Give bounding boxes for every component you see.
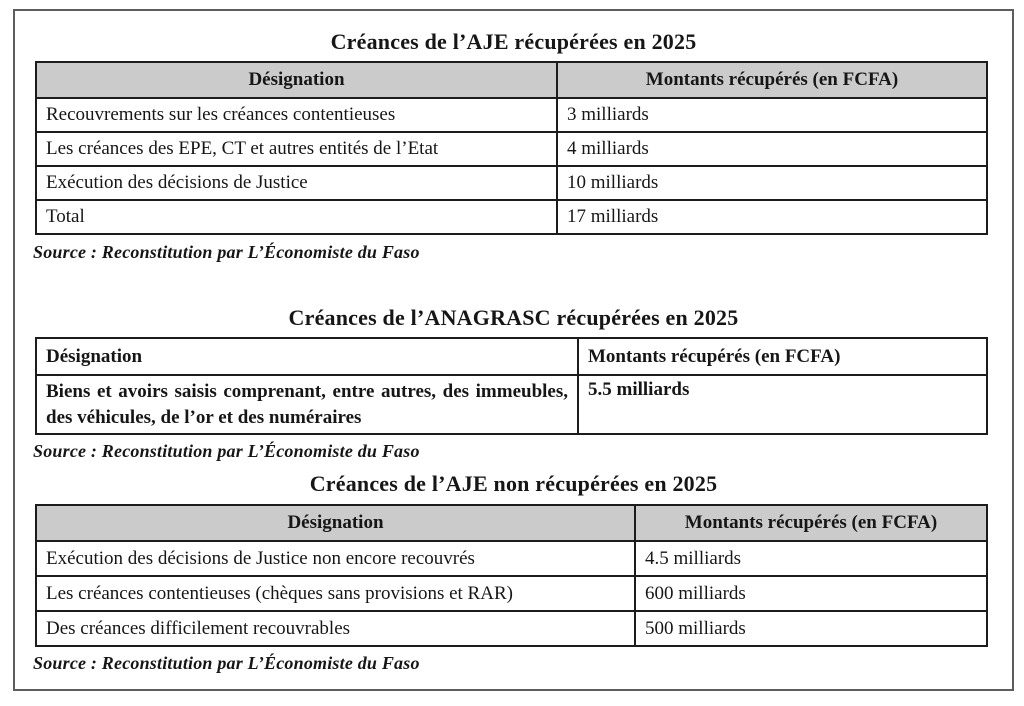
table-row: [36, 132, 987, 166]
table-header-row: [36, 505, 987, 541]
table-header-row: [36, 62, 987, 98]
amount-cell: 500 milliards: [635, 611, 987, 646]
amount-cell: 5.5 milliards: [578, 375, 987, 434]
table-row-total: [36, 200, 987, 234]
amount-cell: 600 milliards: [635, 576, 987, 611]
table-aje-not-recovered: [35, 504, 988, 647]
table-row: [36, 576, 987, 611]
table-title-anagrasc-recovered: Créances de l’ANAGRASC récupérées en 2025: [288, 305, 739, 330]
amount-cell: 3 milliards: [557, 98, 987, 132]
table-anagrasc-recovered: [35, 337, 988, 435]
document-frame: [13, 9, 1014, 691]
designation-cell: Exécution des décisions de Justice: [36, 166, 557, 200]
column-header-amount: Montants récupérés (en FCFA): [635, 505, 987, 541]
designation-cell: Les créances contentieuses (chèques sans provisions et RAR): [36, 576, 635, 611]
table-row: [36, 166, 987, 200]
amount-cell: 4 milliards: [557, 132, 987, 166]
designation-cell: Des créances difficilement recouvrables: [36, 611, 635, 646]
source-note: Source : Reconstitution par L’Économiste du Faso: [33, 653, 420, 673]
column-header-designation: Désignation: [36, 62, 557, 98]
amount-cell: 17 milliards: [557, 200, 987, 234]
amount-cell: 10 milliards: [557, 166, 987, 200]
designation-cell: Les créances des EPE, CT et autres entités de l’Etat: [36, 132, 557, 166]
designation-cell: Biens et avoirs saisis comprenant, entre autres, des immeubles, des véhicules, de l’or et des numéraires: [36, 375, 578, 434]
table-row: [36, 541, 987, 576]
amount-cell: 4.5 milliards: [635, 541, 987, 576]
designation-cell: Exécution des décisions de Justice non encore recouvrés: [36, 541, 635, 576]
designation-cell: Recouvrements sur les créances contentieuses: [36, 98, 557, 132]
column-header-amount: Montants récupérés (en FCFA): [578, 338, 987, 375]
column-header-amount: Montants récupérés (en FCFA): [557, 62, 987, 98]
table-header-row: [36, 338, 987, 375]
table-title-aje-recovered: Créances de l’AJE récupérées en 2025: [330, 29, 697, 54]
table-aje-recovered: [35, 61, 988, 235]
table-row: [36, 375, 987, 434]
table-row: [36, 611, 987, 646]
table-row: [36, 98, 987, 132]
source-note: Source : Reconstitution par L’Économiste du Faso: [33, 441, 420, 461]
column-header-designation: Désignation: [36, 505, 635, 541]
table-title-aje-not-recovered: Créances de l’AJE non récupérées en 2025: [309, 471, 718, 496]
designation-cell: Total: [36, 200, 557, 234]
column-header-designation: Désignation: [36, 338, 578, 375]
source-note: Source : Reconstitution par L’Économiste du Faso: [33, 242, 420, 262]
